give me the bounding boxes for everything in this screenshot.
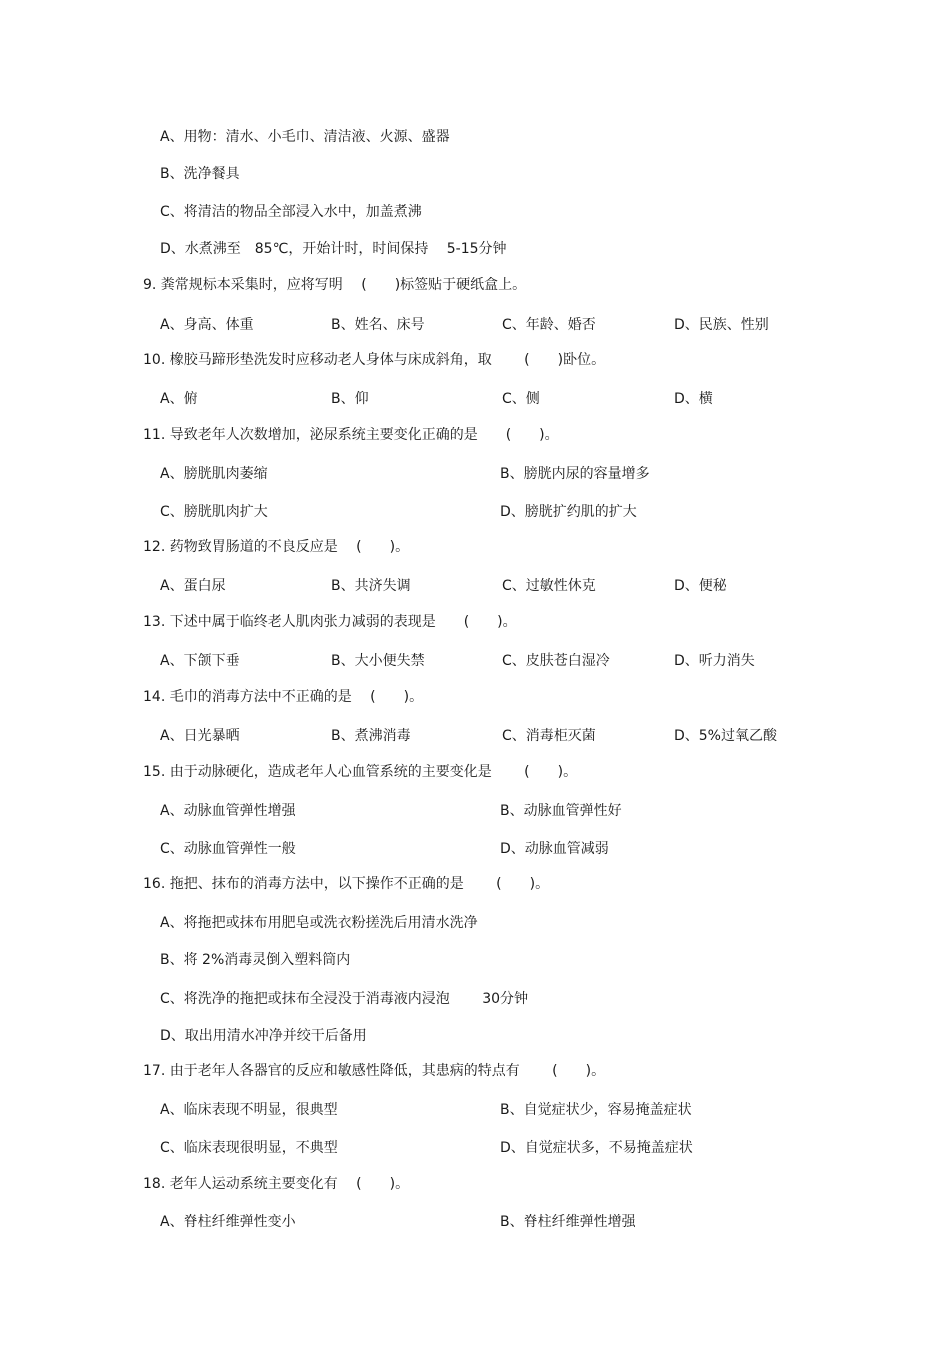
question-10: 10. 橡胶马蹄形垫洗发时应移动老人身体与床成斜角，取 ( )卧位。 <box>143 352 606 368</box>
q17-option-a: A、临床表现不明显，很典型 <box>160 1102 338 1118</box>
q13-option-b: B、大小便失禁 <box>331 653 425 669</box>
q17-option-b: B、自觉症状少，容易掩盖症状 <box>500 1102 692 1118</box>
q13-option-a: A、下颌下垂 <box>160 653 240 669</box>
q15-option-b: B、动脉血管弹性好 <box>500 803 622 819</box>
q15-option-c: C、动脉血管弹性一般 <box>160 841 296 857</box>
question-14: 14. 毛巾的消毒方法中不正确的是 ( )。 <box>143 689 424 705</box>
q17-option-d: D、自觉症状多，不易掩盖症状 <box>500 1140 693 1156</box>
option-b: B、洗净餐具 <box>160 166 240 182</box>
q16-option-b: B、将 2%消毒灵倒入塑料筒内 <box>160 952 351 968</box>
question-16: 16. 拖把、抹布的消毒方法中，以下操作不正确的是 ( )。 <box>143 876 550 892</box>
q10-option-c: C、侧 <box>502 391 540 407</box>
question-11: 11. 导致老年人次数增加，泌尿系统主要变化正确的是 ( )。 <box>143 427 559 443</box>
q16-option-c: C、将洗净的拖把或抹布全浸没于消毒液内浸泡 30分钟 <box>160 991 529 1007</box>
option-c: C、将清洁的物品全部浸入水中，加盖煮沸 <box>160 204 422 220</box>
q18-option-b: B、脊柱纤维弹性增强 <box>500 1214 636 1230</box>
question-12: 12. 药物致胃肠道的不良反应是 ( )。 <box>143 539 410 555</box>
q18-option-a: A、脊柱纤维弹性变小 <box>160 1214 296 1230</box>
q12-option-d: D、便秘 <box>674 578 727 594</box>
option-a: A、用物：清水、小毛巾、清洁液、火源、盛器 <box>160 129 450 145</box>
q12-option-b: B、共济失调 <box>331 578 411 594</box>
q12-option-a: A、蛋白尿 <box>160 578 226 594</box>
q9-option-b: B、姓名、床号 <box>331 317 425 333</box>
q11-option-a: A、膀胱肌肉萎缩 <box>160 466 268 482</box>
q12-option-c: C、过敏性休克 <box>502 578 596 594</box>
q16-option-a: A、将拖把或抹布用肥皂或洗衣粉搓洗后用清水洗净 <box>160 915 478 931</box>
q9-option-c: C、年龄、婚否 <box>502 317 596 333</box>
q15-option-d: D、动脉血管减弱 <box>500 841 609 857</box>
q13-option-d: D、听力消失 <box>674 653 755 669</box>
q9-option-a: A、身高、体重 <box>160 317 254 333</box>
q11-option-b: B、膀胱内尿的容量增多 <box>500 466 650 482</box>
question-17: 17. 由于老年人各器官的反应和敏感性降低，其患病的特点有 ( )。 <box>143 1063 606 1079</box>
q14-option-a: A、日光暴晒 <box>160 728 240 744</box>
q11-option-d: D、膀胱扩约肌的扩大 <box>500 504 637 520</box>
q13-option-c: C、皮肤苍白湿冷 <box>502 653 610 669</box>
q14-option-d: D、5%过氧乙酸 <box>674 728 777 744</box>
question-15: 15. 由于动脉硬化，造成老年人心血管系统的主要变化是 ( )。 <box>143 764 578 780</box>
q11-option-c: C、膀胱肌肉扩大 <box>160 504 268 520</box>
q9-option-d: D、民族、性别 <box>674 317 769 333</box>
q15-option-a: A、动脉血管弹性增强 <box>160 803 296 819</box>
question-9: 9. 粪常规标本采集时，应将写明 ( )标签贴于硬纸盒上。 <box>143 277 527 293</box>
option-d: D、水煮沸至 85℃，开始计时，时间保持 5-15分钟 <box>160 241 507 257</box>
q10-option-b: B、仰 <box>331 391 369 407</box>
q10-option-a: A、俯 <box>160 391 198 407</box>
q16-option-d: D、取出用清水冲净并绞干后备用 <box>160 1028 367 1044</box>
question-13: 13. 下述中属于临终老人肌肉张力减弱的表现是 ( )。 <box>143 614 517 630</box>
q14-option-c: C、消毒柜灭菌 <box>502 728 596 744</box>
q10-option-d: D、横 <box>674 391 713 407</box>
q14-option-b: B、煮沸消毒 <box>331 728 411 744</box>
question-18: 18. 老年人运动系统主要变化有 ( )。 <box>143 1176 410 1192</box>
q17-option-c: C、临床表现很明显，不典型 <box>160 1140 338 1156</box>
